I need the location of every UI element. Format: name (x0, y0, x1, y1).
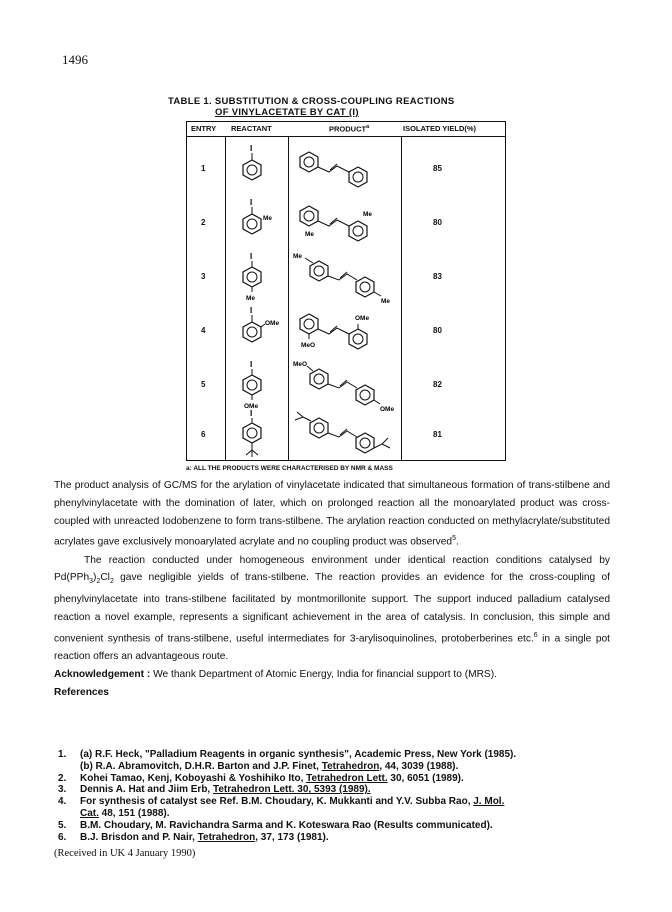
product-structure (291, 196, 399, 252)
table-caption-line-1: TABLE 1. SUBSTITUTION & CROSS-COUPLING REACTIONS (168, 96, 455, 107)
acknowledgement: Acknowledgement : We thank Department of Atomic Energy, India for financial support to (MRS). (54, 668, 497, 680)
received-date: (Received in UK 4 January 1990) (54, 848, 196, 859)
svg-text:OMe: OMe (265, 320, 280, 327)
svg-text:I: I (250, 144, 253, 153)
product-structure (291, 142, 399, 198)
svg-text:OMe: OMe (380, 406, 395, 413)
svg-text:MeO: MeO (293, 361, 308, 368)
svg-text:Me: Me (381, 298, 391, 305)
svg-text:Me: Me (246, 295, 256, 302)
svg-text:Me: Me (263, 215, 273, 222)
reference-item: 6. B.J. Brisdon and P. Nair, Tetrahedron, 37, 173 (1981). (58, 831, 329, 843)
table-row (187, 408, 505, 460)
header-reactant: REACTANT (231, 124, 272, 133)
table-row (187, 142, 505, 194)
entry-number: 5 (201, 380, 206, 389)
table-caption-line-2: OF VINYLACETATE BY CAT (I) (215, 107, 359, 118)
svg-text:I: I (250, 360, 253, 369)
reactant-structure (235, 196, 287, 252)
header-product: PRODUCT$^a$ (329, 124, 370, 134)
reference-item: 3. Dennis A. Hat and Jiim Erb, Tetrahedron Lett. 30, 5393 (1989). (58, 784, 371, 796)
reactant-structure (235, 250, 275, 306)
table-header (187, 122, 505, 137)
entry-number: 6 (201, 430, 206, 439)
table-row (187, 250, 505, 305)
svg-text:I: I (250, 306, 253, 315)
yield-value: 85 (433, 164, 442, 173)
header-yield: ISOLATED YIELD(%) (403, 124, 477, 133)
table-row (187, 358, 505, 413)
table-row (187, 196, 505, 248)
paragraph: The product analysis of GC/MS for the arylation of vinylacetate indicated that simultaneous formation of trans-stilbene and phenylvinylacetate with the domination of later, which on prolonged reaction all the monoarylated product was cross-coupled with unreacted Iodobenzene to form trans-stilbene. The arylation reaction conducted on methylacrylate/substituted acrylates gave exclusively monoarylated acrylate and no coupling product was observed$^5$. (54, 480, 610, 548)
product-structure (291, 408, 403, 460)
paragraph: The reaction conducted under homogeneous environment under identical reaction conditions catalysed by $Pd(PPh_3)_2Cl_2$ gave negligible yields of trans-stilbene. The reaction provides an evidence for the cross-coupling of phenylvinylacetate into trans-stilbene facilitated by montmorillonite support. The support induced palladium catalysed reaction a novel example, represents a significant achievement in the area of catalysis. In conclusion, this simple and convenient synthesis of trans-stilbene, useful intermediates for 3-arylisoquinolines, protoberberines etc.$^6$ in a single pot reaction offers an advantageous route. (54, 554, 610, 662)
yield-value: 80 (433, 326, 442, 335)
reactant-structure (235, 408, 275, 460)
svg-text:Me: Me (293, 253, 303, 260)
article-body (54, 477, 610, 701)
svg-text:I: I (250, 198, 253, 207)
reactant-structure (235, 304, 287, 360)
header-entry: ENTRY (191, 124, 217, 133)
yield-value: 80 (433, 218, 442, 227)
entry-number: 2 (201, 218, 206, 227)
entry-number: 3 (201, 272, 206, 281)
references-heading: References (54, 686, 109, 698)
reference-item: 2. Kohei Tamao, Kenj, Koboyashi & Yoshihiko Ito, Tetrahedron Lett. 30, 6051 (1989). (58, 772, 464, 784)
reference-item: 5. B.M. Choudary, M. Ravichandra Sarma and K. Koteswara Rao (Results communicated). (58, 819, 493, 831)
svg-text:I: I (250, 409, 253, 418)
table-caption (168, 96, 518, 118)
page-number: 1496 (62, 52, 88, 67)
entry-number: 4 (201, 326, 206, 335)
product-structure (291, 250, 403, 306)
reactant-structure (235, 358, 275, 414)
table-row (187, 304, 505, 356)
reference-item: 4. For synthesis of catalyst see Ref. B.M. Choudary, K. Mukkanti and Y.V. Subba Rao, J. Mol. (58, 796, 505, 808)
reference-item: Cat. 48, 151 (1988). (80, 807, 170, 819)
reaction-table (186, 121, 506, 461)
svg-text:OMe: OMe (244, 403, 259, 410)
reference-item: (b) R.A. Abramovitch, D.H.R. Barton and J.P. Finet, Tetrahedron, 44, 3039 (1988). (80, 760, 459, 772)
reference-item: 1. (a) R.F. Heck, "Palladium Reagents in organic synthesis", Academic Press, New York (1985). (58, 749, 517, 760)
yield-value: 83 (433, 272, 442, 281)
yield-value: 81 (433, 430, 442, 439)
reference-list (54, 749, 614, 843)
reactant-structure (235, 142, 275, 198)
svg-text:Me: Me (363, 211, 373, 218)
product-structure (291, 304, 399, 360)
svg-text:Me: Me (305, 231, 315, 238)
yield-value: 82 (433, 380, 442, 389)
entry-number: 1 (201, 164, 206, 173)
svg-text:MeO: MeO (301, 342, 316, 349)
product-structure (291, 358, 403, 414)
svg-text:OMe: OMe (355, 315, 370, 322)
table-footnote: a: ALL THE PRODUCTS WERE CHARACTERISED BY NMR & MASS (186, 465, 393, 472)
svg-text:I: I (250, 252, 253, 261)
